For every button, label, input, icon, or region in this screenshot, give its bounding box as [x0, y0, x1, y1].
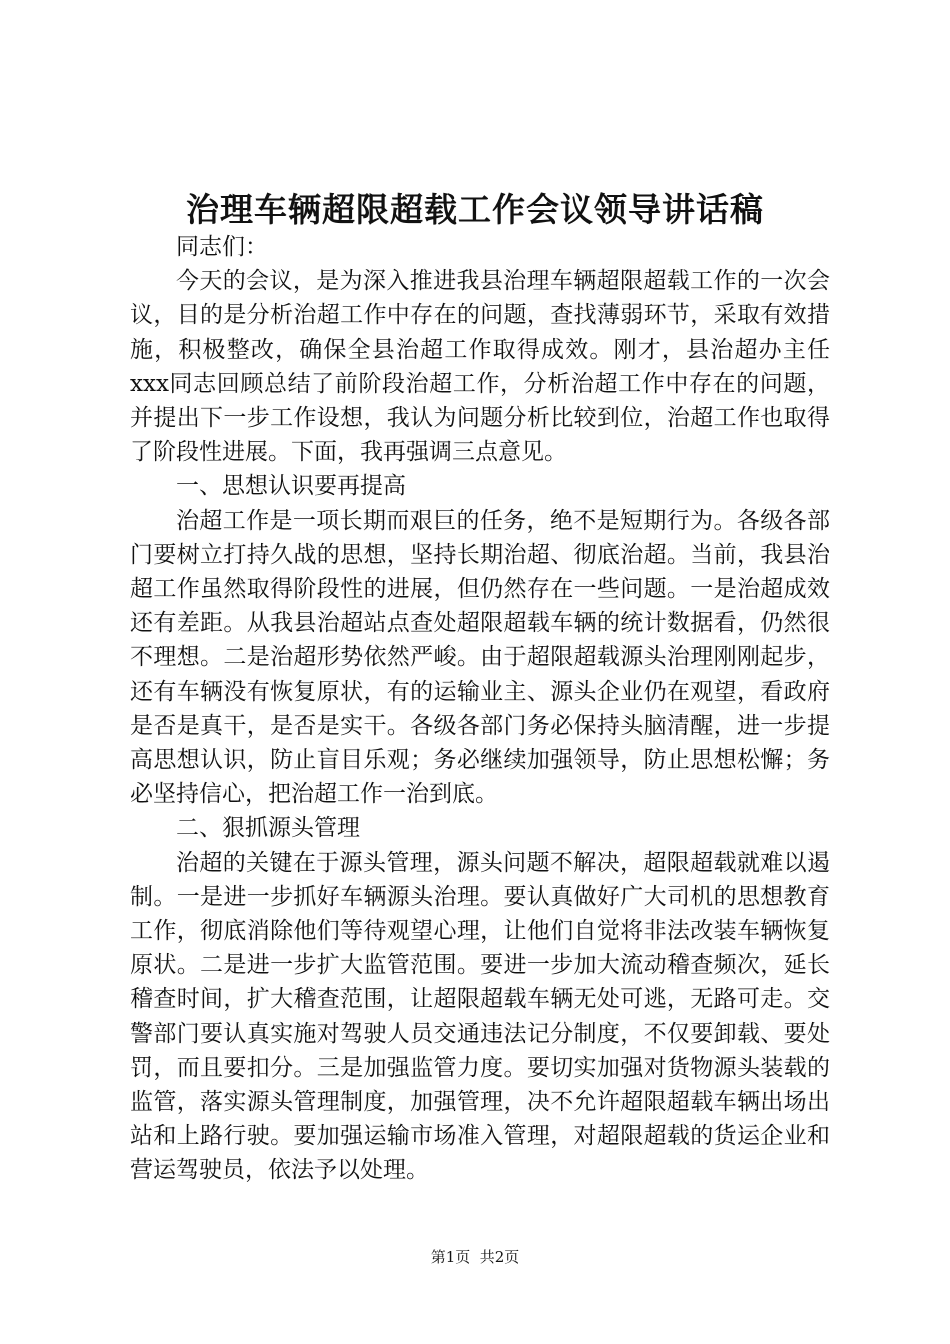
document-title: 治理车辆超限超载工作会议领导讲话稿 — [186, 190, 764, 229]
paragraph-intro: 今天的会议，是为深入推进我县治理车辆超限超载工作的一次会议，目的是分析治超工作中存在的问题，查找薄弱环节，采取有效措施，积极整改，确保全县治超工作取得成效。刚才，县治超办主任xxx同志回顾总结了前阶段治超工作，分析治超工作中存在的问题，并提出下一步工作设想，我认为问题分析比较到位，治超工作也取得了阶段性进展。下面，我再强调三点意见。 — [130, 268, 830, 466]
section-heading-1: 一、思想认识要再提高 — [176, 473, 406, 500]
paragraph-section-2: 治超的关键在于源头管理，源头问题不解决，超限超载就难以遏制。一是进一步抓好车辆源头治理。要认真做好广大司机的思想教育工作，彻底消除他们等待观望心理，让他们自觉将非法改装车辆恢复原状。二是进一步扩大监管范围。要进一步加大流动稽查频次，延长稽查时间，扩大稽查范围，让超限超载车辆无处可逃，无路可走。交警部门要认真实施对驾驶人员交通违法记分制度，不仅要卸载、要处罚，而且要扣分。三是加强监管力度。要切实加强对货物源头装载的监管，落实源头管理制度，加强管理，决不允许超限超载车辆出场出站和上路行驶。要加强运输市场准入管理，对超限超载的货运企业和营运驾驶员，依法予以处理。 — [130, 849, 830, 1184]
page-indicator: 第1页 共2页 — [430, 1248, 520, 1266]
document-body — [130, 230, 830, 1188]
section-heading-2: 二、狠抓源头管理 — [176, 815, 360, 842]
page-footer — [0, 1246, 950, 1268]
salutation: 同志们： — [176, 234, 268, 260]
paragraph-section-1: 治超工作是一项长期而艰巨的任务，绝不是短期行为。各级各部门要树立打持久战的思想，坚持长期治超、彻底治超。当前，我县治超工作虽然取得阶段性的进展，但仍然存在一些问题。一是治超成效还有差距。从我县治超站点查处超限超载车辆的统计数据看，仍然很不理想。二是治超形势依然严峻。由于超限超载源头治理刚刚起步，还有车辆没有恢复原状，有的运输业主、源头企业仍在观望，看政府是否是真干，是否是实干。各级各部门务必保持头脑清醒，进一步提高思想认识，防止盲目乐观；务必继续加强领导，防止思想松懈；务必坚持信心，把治超工作一治到底。 — [130, 507, 830, 808]
